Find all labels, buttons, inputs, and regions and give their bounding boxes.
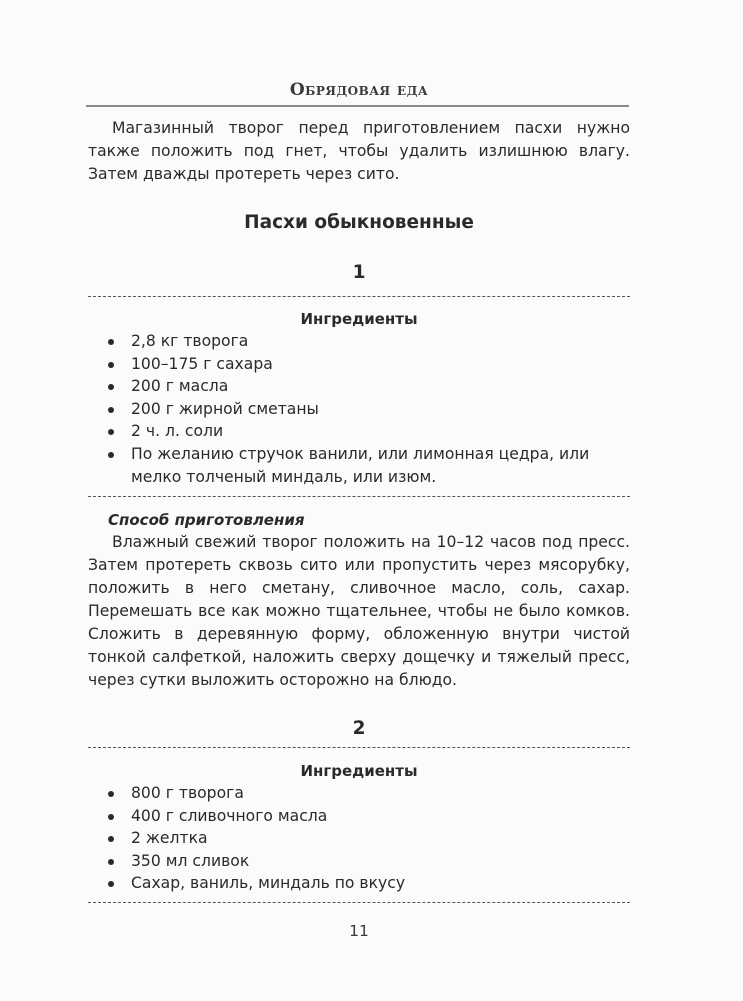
ingredients-list-2 <box>88 782 630 895</box>
ingredient-item: 100–175 г сахара <box>88 353 630 376</box>
ingredient-item: 2 желтка <box>88 827 630 850</box>
ingredient-item: 400 г сливочного масла <box>88 805 630 828</box>
ingredient-item: 800 г творога <box>88 782 630 805</box>
method-paragraph: Влажный свежий творог положить на 10–12 часов под пресс. Затем протереть сквозь сито или пропустить через мясорубку, положить в него сметану, сливочное масло, соль, сахар. Перемешать все как можно тщательнее, чтобы не было комков. Сложить в деревянную форму, обложенную внутри чистой тонкой салфеткой, наложить сверху дощечку и тяжелый пресс, через сутки выложить осторожно на блюдо. <box>88 533 630 689</box>
page-number: 11 <box>349 922 369 940</box>
ingredient-item: По желанию стручок ванили, или лимонная цедра, или мелко толченый миндаль, или изюм. <box>88 443 630 488</box>
ingredient-item: 350 мл сливок <box>88 850 630 873</box>
dashed-divider <box>88 296 630 297</box>
bullet-icon <box>108 362 114 368</box>
method-title: Способ приготовления <box>108 511 305 529</box>
ingredients-title-1: Ингредиенты <box>300 310 418 328</box>
recipe-number-1: 1 <box>352 262 366 283</box>
dashed-divider <box>88 902 630 903</box>
recipe-number-2: 2 <box>352 718 366 739</box>
header-rule <box>86 105 629 107</box>
ingredient-item: 2,8 кг творога <box>88 330 630 353</box>
ingredient-item: 200 г масла <box>88 375 630 398</box>
bullet-icon <box>108 339 114 345</box>
bullet-icon <box>108 836 114 842</box>
ingredient-item: 2 ч. л. соли <box>88 420 630 443</box>
running-head: Обрядовая еда <box>289 80 429 100</box>
bullet-icon <box>108 429 114 435</box>
intro-paragraph: Магазинный творог перед приготовлением пасхи нужно также положить под гнет, чтобы удалить излишнюю влагу. Затем дважды протереть через сито. <box>88 119 630 183</box>
dashed-divider <box>88 747 630 748</box>
ingredient-item: Сахар, ваниль, миндаль по вкусу <box>88 872 630 895</box>
bullet-icon <box>108 859 114 865</box>
bullet-icon <box>108 407 114 413</box>
bullet-icon <box>108 881 114 887</box>
section-title: Пасхи обыкновенные <box>244 212 474 233</box>
bullet-icon <box>108 384 114 390</box>
ingredients-title-2: Ингредиенты <box>300 762 418 780</box>
ingredient-item: 200 г жирной сметаны <box>88 398 630 421</box>
bullet-icon <box>108 452 114 458</box>
bullet-icon <box>108 814 114 820</box>
dashed-divider <box>88 496 630 497</box>
ingredients-list-1 <box>88 330 630 488</box>
bullet-icon <box>108 791 114 797</box>
